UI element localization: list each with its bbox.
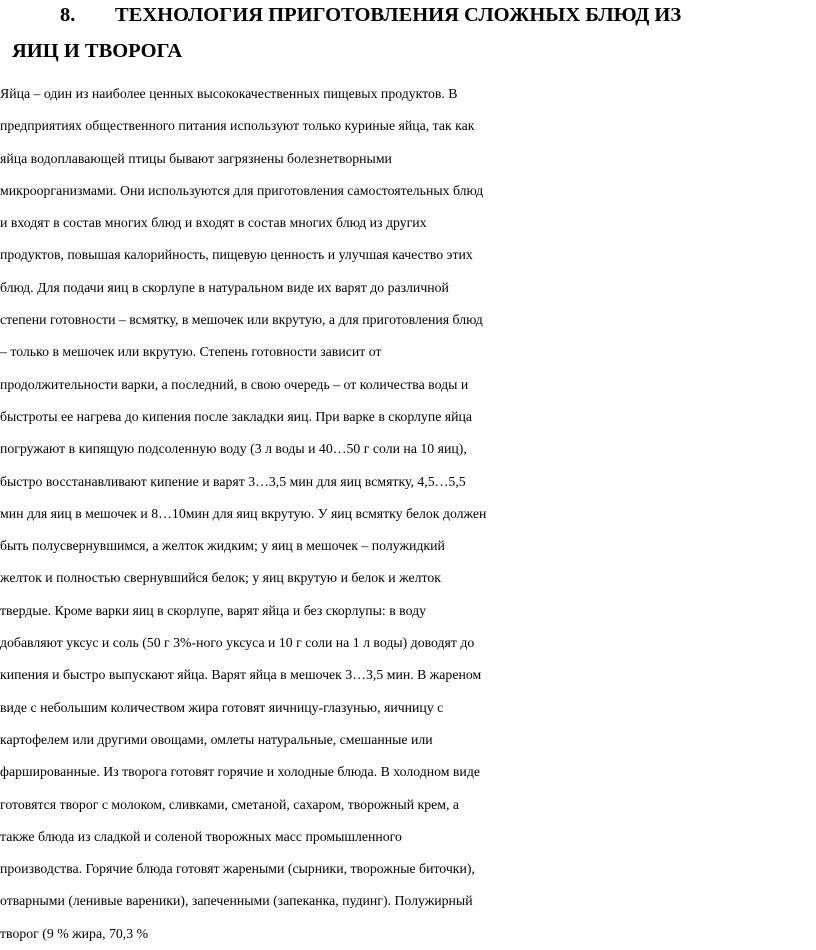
heading-title-line-2: ЯИЦ И ТВОРОГА [12, 40, 183, 62]
text-line: Яйца – один из наиболее ценных высококачественных пищевых продуктов. В [0, 86, 458, 101]
heading-title-line-1: ТЕХНОЛОГИЯ ПРИГОТОВЛЕНИЯ СЛОЖНЫХ БЛЮД ИЗ [115, 4, 682, 26]
text-line: – только в мешочек или вкрутую. Степень готовности зависит от [0, 344, 382, 360]
body-paragraph [0, 78, 816, 950]
text-line: также блюда из сладкой и соленой творожных масс промышленного [0, 828, 402, 844]
section-number: 8. [60, 4, 76, 26]
text-line: отварными (ленивые вареники), запеченными (запеканка, пудинг). Полужирный [0, 893, 473, 909]
text-line: продуктов, повышая калорийность, пищевую ценность и улучшая качество этих [0, 247, 473, 263]
text-line: яйца водоплавающей птицы бывают загрязнены болезнетворными [0, 150, 392, 166]
text-line: виде с небольшим количеством жира готовят яичницу-глазунью, яичницу с [0, 699, 444, 715]
text-line: кипения и быстро выпускают яйца. Варят яйца в мешочек 3…3,5 мин. В жареном [0, 667, 482, 683]
text-line: блюд. Для подачи яиц в скорлупе в натуральном виде их варят до различной [0, 279, 449, 295]
text-line: мин для яиц в мешочек и 8…10мин для яиц вкрутую. У яиц всмятку белок должен [0, 505, 487, 521]
text-line: твердые. Кроме варки яиц в скорлупе, варят яйца и без скорлупы: в воду [0, 602, 426, 618]
text-line: и входят в состав многих блюд и входят в состав многих блюд из других [0, 215, 427, 231]
text-line: фаршированные. Из творога готовят горячие и холодные блюда. В холодном виде [0, 764, 480, 780]
text-line: добавляют уксус и соль (50 г 3%-ного уксуса и 10 г соли на 1 л воды) доводят до [0, 635, 475, 651]
text-line: продолжительности варки, а последний, в свою очередь – от количества воды и [0, 376, 469, 392]
text-line: быть полусвернувшимся, а желток жидким; у яиц в мешочек – полужидкий [0, 538, 445, 554]
text-line: картофелем или другими овощами, омлеты натуральные, смешанные или [0, 731, 433, 747]
text-line: творог (9 % жира, 70,3 % [0, 925, 149, 941]
text-line: быстроты ее нагрева до кипения после закладки яиц. При варке в скорлупе яйца [0, 408, 473, 424]
text-line: готовятся творог с молоком, сливками, сметаной, сахаром, творожный крем, а [0, 796, 460, 812]
text-line: быстро восстанавливают кипение и варят 3…3,5 мин для яиц всмятку, 4,5…5,5 [0, 473, 466, 489]
text-line: погружают в кипящую подсоленную воду (3 л воды и 40…50 г соли на 10 яиц), [0, 441, 467, 457]
text-line: степени готовности – всмятку, в мешочек или вкрутую, а для приготовления блюд [0, 312, 483, 328]
text-line: производства. Горячие блюда готовят жареными (сырники, творожные биточки), [0, 861, 475, 877]
heading-line-1 [60, 4, 681, 27]
text-line: желток и полностью свернувшийся белок; у яиц вкрутую и белок и желток [0, 570, 441, 586]
text-line: микроорганизмами. Они используются для приготовления самостоятельных блюд [0, 182, 484, 198]
text-line: предприятиях общественного питания используют только куриные яйца, так как [0, 118, 475, 134]
